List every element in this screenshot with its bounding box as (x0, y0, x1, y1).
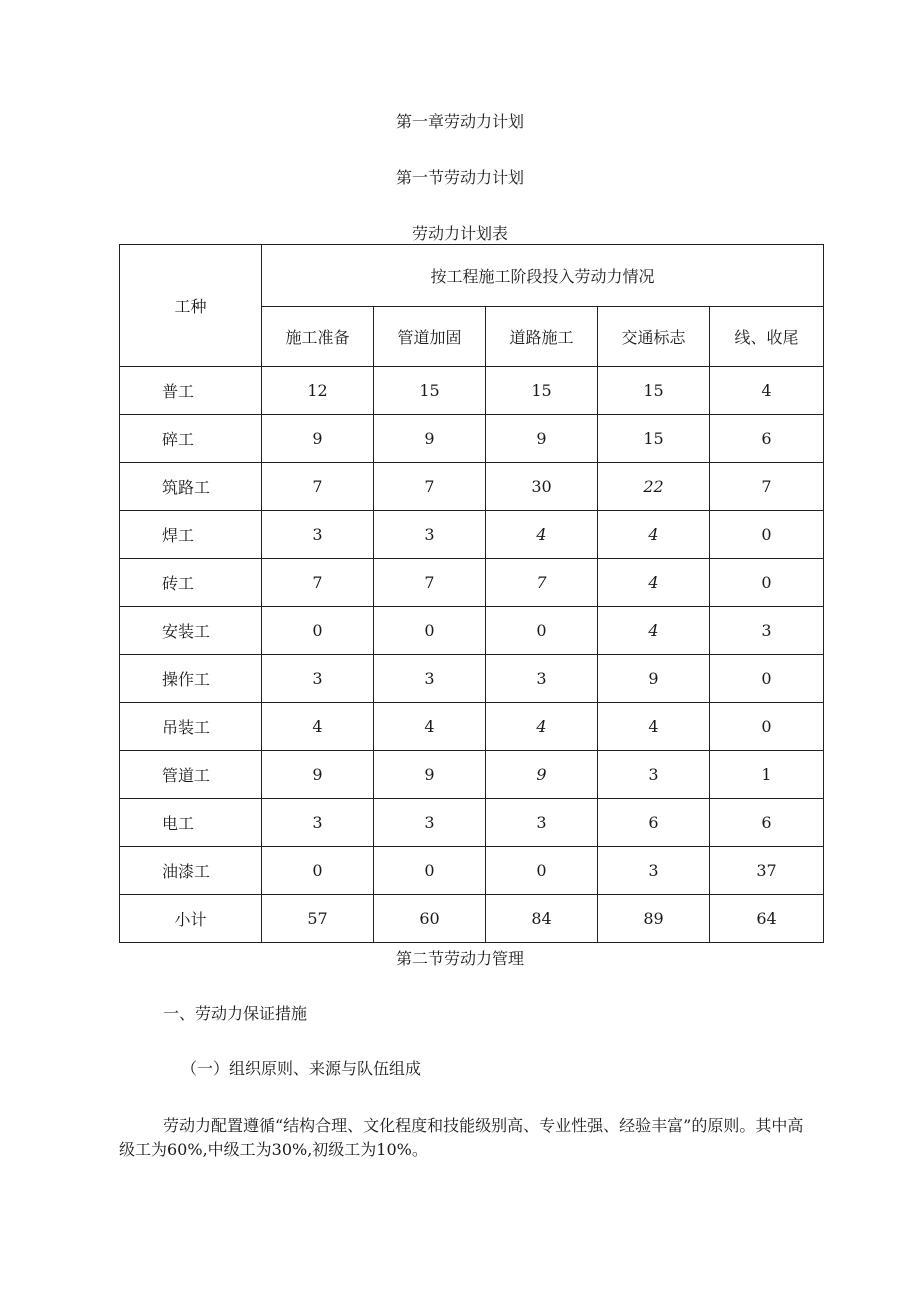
row-label: 油漆工 (120, 847, 262, 895)
table-cell: 7 (710, 463, 824, 511)
table-cell: 4 (598, 703, 710, 751)
table-cell: 9 (262, 751, 374, 799)
row-label: 砖工 (120, 559, 262, 607)
table-cell: 0 (710, 511, 824, 559)
header-stage: 道路施工 (486, 307, 598, 367)
table-cell: 3 (374, 799, 486, 847)
table-cell: 15 (598, 415, 710, 463)
table-row (120, 607, 824, 655)
subtotal-row (120, 895, 824, 943)
body-paragraph: 劳动力配置遵循“结构合理、文化程度和技能级别高、专业性强、经验丰富”的原则。其中高级工为60%,中级工为30%,初级工为10%。 (119, 1116, 804, 1159)
table-cell: 22 (598, 463, 710, 511)
subtotal-cell: 89 (598, 895, 710, 943)
table-row (120, 751, 824, 799)
table-cell: 6 (710, 415, 824, 463)
table-cell: 6 (710, 799, 824, 847)
table-cell: 9 (374, 751, 486, 799)
table-cell: 0 (710, 559, 824, 607)
table-cell: 4 (486, 511, 598, 559)
labor-plan-table (119, 244, 824, 943)
table-cell: 15 (598, 367, 710, 415)
table-cell: 0 (374, 607, 486, 655)
table-cell: 9 (262, 415, 374, 463)
subtotal-cell: 57 (262, 895, 374, 943)
table-cell: 3 (374, 511, 486, 559)
table-cell: 6 (598, 799, 710, 847)
table-cell: 7 (262, 559, 374, 607)
heading-labor-guarantee: 一、劳动力保证措施 (163, 1004, 308, 1023)
table-row (120, 559, 824, 607)
table-cell: 4 (374, 703, 486, 751)
header-stage: 管道加固 (374, 307, 486, 367)
chapter-title: 第一章劳动力计划 (395, 112, 524, 131)
header-stage: 交通标志 (598, 307, 710, 367)
table-row (120, 799, 824, 847)
table-cell: 0 (486, 607, 598, 655)
table-cell: 9 (374, 415, 486, 463)
table-cell: 4 (262, 703, 374, 751)
row-label: 普工 (120, 367, 262, 415)
table-row (120, 511, 824, 559)
table-cell: 3 (374, 655, 486, 703)
header-stage-group: 按工程施工阶段投入劳动力情况 (262, 245, 824, 307)
row-label: 安装工 (120, 607, 262, 655)
table-cell: 0 (262, 607, 374, 655)
table-cell: 0 (486, 847, 598, 895)
table-cell: 9 (486, 751, 598, 799)
section-title: 第一节劳动力计划 (395, 168, 524, 187)
table-cell: 3 (262, 511, 374, 559)
table-cell: 15 (486, 367, 598, 415)
table-cell: 12 (262, 367, 374, 415)
row-label: 碎工 (120, 415, 262, 463)
subtotal-cell: 84 (486, 895, 598, 943)
subtotal-cell: 60 (374, 895, 486, 943)
table-cell: 9 (598, 655, 710, 703)
table-row (120, 415, 824, 463)
table-cell: 3 (486, 655, 598, 703)
row-label: 操作工 (120, 655, 262, 703)
table-cell: 37 (710, 847, 824, 895)
table-cell: 7 (374, 559, 486, 607)
table-cell: 4 (710, 367, 824, 415)
table-cell: 30 (486, 463, 598, 511)
table-caption: 劳动力计划表 (411, 224, 508, 243)
table-cell: 3 (262, 655, 374, 703)
table-cell: 0 (262, 847, 374, 895)
table-row (120, 703, 824, 751)
row-label: 吊装工 (120, 703, 262, 751)
table-cell: 0 (710, 655, 824, 703)
header-stage: 线、收尾 (710, 307, 824, 367)
table-row (120, 847, 824, 895)
table-cell: 9 (486, 415, 598, 463)
table-row (120, 655, 824, 703)
table-cell: 3 (486, 799, 598, 847)
table-cell: 4 (598, 511, 710, 559)
table-cell: 0 (710, 703, 824, 751)
table-cell: 7 (374, 463, 486, 511)
table-cell: 0 (374, 847, 486, 895)
table-cell: 3 (598, 751, 710, 799)
header-stage: 施工准备 (262, 307, 374, 367)
section2-title: 第二节劳动力管理 (395, 949, 524, 968)
header-work-type: 工种 (120, 245, 262, 367)
table-cell: 15 (374, 367, 486, 415)
row-label: 管道工 (120, 751, 262, 799)
subtotal-cell: 64 (710, 895, 824, 943)
table-cell: 4 (598, 559, 710, 607)
row-label: 电工 (120, 799, 262, 847)
table-cell: 7 (262, 463, 374, 511)
table-cell: 3 (598, 847, 710, 895)
table-cell: 7 (486, 559, 598, 607)
table-cell: 4 (486, 703, 598, 751)
subtotal-label: 小计 (120, 895, 262, 943)
table-cell: 3 (710, 607, 824, 655)
table-row (120, 367, 824, 415)
table-cell: 3 (262, 799, 374, 847)
row-label: 筑路工 (120, 463, 262, 511)
table-cell: 4 (598, 607, 710, 655)
row-label: 焊工 (120, 511, 262, 559)
table-row (120, 463, 824, 511)
heading-organization: （一）组织原则、来源与队伍组成 (181, 1059, 422, 1078)
table-cell: 1 (710, 751, 824, 799)
